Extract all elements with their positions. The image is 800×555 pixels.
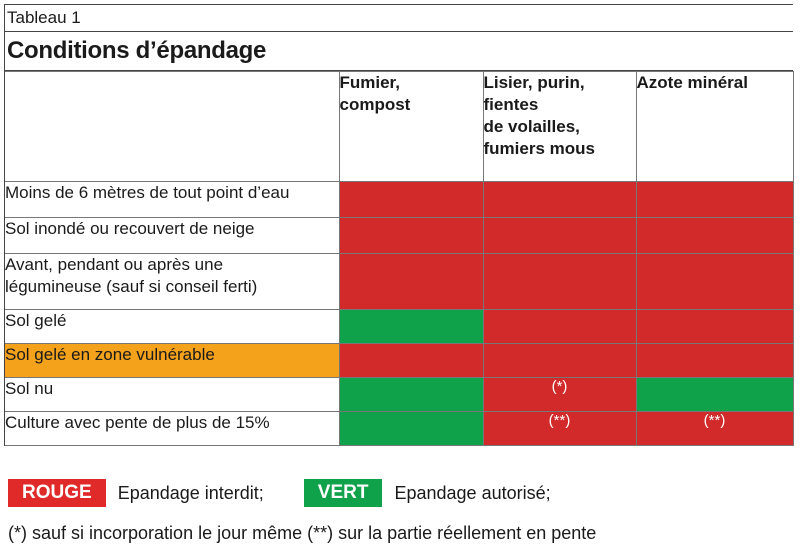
status-cell: (**) bbox=[636, 412, 793, 446]
column-header bbox=[483, 72, 636, 182]
legend-red-swatch: ROUGE bbox=[8, 479, 106, 507]
status-cell bbox=[636, 182, 793, 218]
legend-green-desc: Epandage autorisé; bbox=[394, 482, 551, 503]
status-cell bbox=[483, 218, 636, 254]
row-label: Culture avec pente de plus de 15% bbox=[5, 412, 339, 446]
table-row bbox=[5, 344, 793, 378]
row-label: Moins de 6 mètres de tout point d’eau bbox=[5, 182, 339, 218]
status-cell bbox=[483, 182, 636, 218]
table-frame bbox=[4, 4, 793, 446]
status-cell bbox=[483, 310, 636, 344]
row-label: Sol nu bbox=[5, 378, 339, 412]
status-cell bbox=[339, 412, 483, 446]
status-cell bbox=[339, 344, 483, 378]
status-cell bbox=[636, 344, 793, 378]
status-cell bbox=[483, 344, 636, 378]
status-cell bbox=[339, 218, 483, 254]
column-header bbox=[339, 72, 483, 182]
table-title: Conditions d’épandage bbox=[5, 32, 793, 71]
status-cell bbox=[636, 254, 793, 310]
header-row bbox=[5, 72, 793, 182]
row-label: Sol gelé en zone vulnérable bbox=[5, 344, 339, 378]
table-row bbox=[5, 254, 793, 310]
row-label: Sol gelé bbox=[5, 310, 339, 344]
status-cell bbox=[339, 378, 483, 412]
legend bbox=[8, 478, 551, 508]
table-row bbox=[5, 310, 793, 344]
legend-red-desc: Epandage interdit; bbox=[117, 482, 264, 503]
table-row bbox=[5, 218, 793, 254]
column-header-text: Fumier, compost bbox=[339, 73, 411, 114]
column-header bbox=[636, 72, 793, 182]
status-cell: (*) bbox=[483, 378, 636, 412]
column-header-text: Lisier, purin, fientes de volailles, fumiers mous bbox=[483, 73, 595, 158]
status-cell bbox=[636, 218, 793, 254]
table-number: Tableau 1 bbox=[5, 4, 793, 32]
status-cell bbox=[339, 254, 483, 310]
status-cell bbox=[636, 310, 793, 344]
table-row bbox=[5, 412, 793, 446]
status-cell bbox=[636, 378, 793, 412]
table-row bbox=[5, 182, 793, 218]
row-label: Avant, pendant ou après une légumineuse (sauf si conseil ferti) bbox=[5, 254, 339, 310]
footnote: (*) sauf si incorporation le jour même (**) sur la partie réellement en pente bbox=[8, 523, 597, 543]
legend-green-swatch: VERT bbox=[304, 479, 383, 507]
column-header-text: Azote minéral bbox=[636, 73, 748, 92]
row-label: Sol inondé ou recouvert de neige bbox=[5, 218, 339, 254]
table-row bbox=[5, 378, 793, 412]
header-corner bbox=[5, 72, 339, 182]
status-cell: (**) bbox=[483, 412, 636, 446]
status-cell bbox=[339, 182, 483, 218]
status-cell bbox=[339, 310, 483, 344]
spreading-conditions-table bbox=[5, 71, 794, 446]
status-cell bbox=[483, 254, 636, 310]
